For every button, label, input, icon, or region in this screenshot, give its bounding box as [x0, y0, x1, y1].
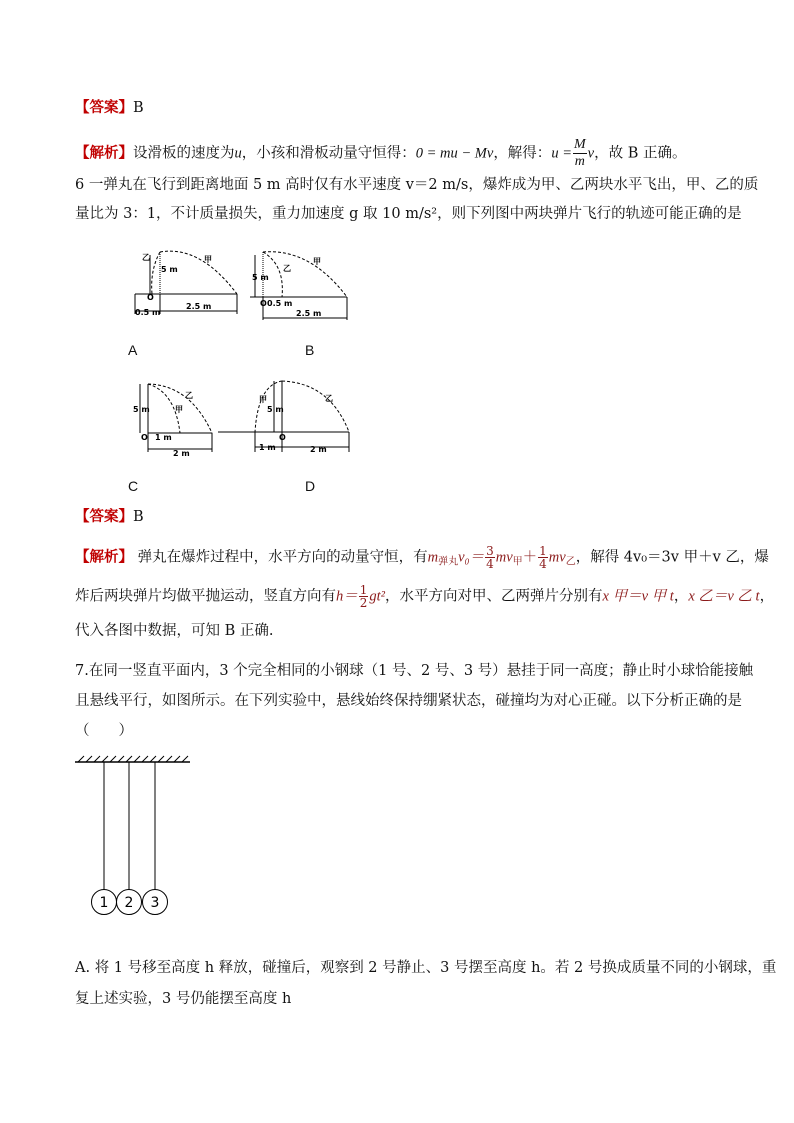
option-a-label: A [128, 342, 138, 358]
momentum-equation: 0 = mu − Mv [415, 145, 494, 162]
analysis-text: ，小孩和滑板动量守恒得： [241, 145, 416, 162]
option-b-label: B [305, 342, 315, 358]
ball-2-label: 2 [124, 895, 134, 911]
b-right-dist: 2.5 m [296, 309, 322, 318]
c-right-dist: 2 m [173, 449, 190, 458]
x-jia-eq: x 甲＝v 甲 t [602, 588, 674, 605]
a-left-piece: 乙 [142, 253, 150, 262]
q6-line-2: 量比为 3：1，不计质量损失，重力加速度 g 取 10 m/s²，则下列图中两块弹片飞行的轨迹可能正确的是 [75, 206, 742, 222]
mass-m: m [427, 549, 439, 566]
d-right-piece: 乙 [325, 394, 333, 403]
solution-rhs: v [587, 145, 595, 162]
h-eq: h＝ [336, 588, 358, 605]
analysis-text: ，水平方向对甲、乙两弹片分别有 [385, 588, 603, 605]
analysis-text: 弹丸在爆炸过程中，水平方向的动量守恒，有 [137, 549, 428, 566]
d-left-dist: 1 m [259, 443, 276, 452]
fraction-numerator: M [573, 137, 586, 152]
option-c-label: C [128, 478, 139, 494]
subscript: 乙 [565, 556, 576, 568]
fraction-denominator: 4 [539, 557, 547, 571]
comma: ， [759, 588, 775, 605]
q7-line-3: （ ） [75, 723, 133, 739]
a-height: 5 m [161, 265, 178, 274]
analysis-text: ，解得 4v₀＝3v 甲＋v 乙，爆 [575, 549, 769, 566]
var-u: u [234, 145, 242, 162]
q7-line-2: 且悬线平行，如图所示。在下列实验中，悬线始终保持绷紧状态，碰撞均为对心正碰。以下分析正确的是 [75, 693, 742, 709]
b-right-piece: 甲 [313, 257, 321, 266]
comma: ， [673, 588, 689, 605]
d-right-dist: 2 m [310, 445, 327, 454]
analysis-text: 炸后两块弹片均做平抛运动，竖直方向有 [75, 588, 336, 605]
ceiling-hatch [78, 756, 188, 762]
a-right-dist: 2.5 m [186, 302, 212, 311]
option-d-label: D [305, 478, 316, 494]
analysis-tag: 【解析】 [75, 548, 133, 566]
gt-squared: gt² [369, 588, 386, 605]
a-origin: O [147, 293, 154, 302]
analysis-text: 设滑板的速度为 [133, 145, 235, 162]
c-origin: O [141, 433, 148, 442]
b-left-dist: 0.5 m [267, 299, 293, 308]
a-left-dist: 0.5 m [135, 308, 161, 317]
mass-subscript: 弹丸 [438, 556, 459, 568]
fraction-numerator: 1 [359, 583, 368, 597]
answer-tag: 【答案】 [75, 99, 133, 116]
d-height: 5 m [267, 405, 284, 414]
analysis-text: ，解得： [493, 145, 552, 162]
fraction-denominator: 2 [359, 596, 368, 610]
x-yi-eq: x 乙＝v 乙 t [688, 588, 760, 605]
answer-tag: 【答案】 [75, 508, 133, 525]
d-origin: O [279, 433, 286, 442]
fraction-numerator: 1 [539, 544, 547, 558]
ball-1-label: 1 [99, 895, 109, 911]
fraction-numerator: 3 [486, 544, 494, 558]
analysis2-line-3: 代入各图中数据，可知 B 正确. [75, 623, 274, 639]
subscript: 甲 [512, 556, 523, 568]
mv-term: mv [548, 549, 566, 566]
c-left-dist: 1 m [155, 433, 172, 442]
d-left-piece: 甲 [259, 395, 267, 404]
analysis-text: ，故 B 正确。 [594, 145, 687, 162]
answer-value: B [133, 509, 144, 525]
a-right-piece: 甲 [204, 255, 212, 264]
fraction-denominator: 4 [486, 557, 494, 571]
q7-option-a-line-1: A. 将 1 号移至高度 h 释放，碰撞后，观察到 2 号静止、3 号摆至高度 h。若 2 号换成质量不同的小钢球，重 [75, 960, 777, 976]
q7-line-1: 7.在同一竖直平面内，3 个完全相同的小钢球（1 号、2 号、3 号）悬挂于同一高度；静止时小球恰能接触 [75, 663, 754, 679]
v0-eq: v₀＝ [458, 549, 485, 566]
c-height: 5 m [133, 405, 150, 414]
answer-value: B [133, 100, 144, 116]
fraction-denominator: m [574, 154, 585, 169]
q7-option-a-line-2: 复上述实验，3 号仍能摆至高度 h [75, 991, 292, 1007]
solution-lhs: u = [551, 145, 572, 162]
ball-3-label: 3 [150, 895, 160, 911]
analysis-tag: 【解析】 [75, 144, 133, 162]
b-origin: O [260, 299, 267, 308]
q6-line-1: 6 一弹丸在飞行到距离地面 5 m 高时仅有水平速度 v＝2 m/s，爆炸成为甲、乙两块水平飞出，甲、乙的质 [75, 177, 759, 193]
b-left-piece: 乙 [283, 264, 291, 273]
mv-term: mv [495, 549, 513, 566]
b-height: 5 m [252, 273, 269, 282]
c-left-piece: 甲 [175, 405, 183, 414]
plus: ＋ [522, 549, 538, 566]
c-right-piece: 乙 [185, 391, 193, 400]
